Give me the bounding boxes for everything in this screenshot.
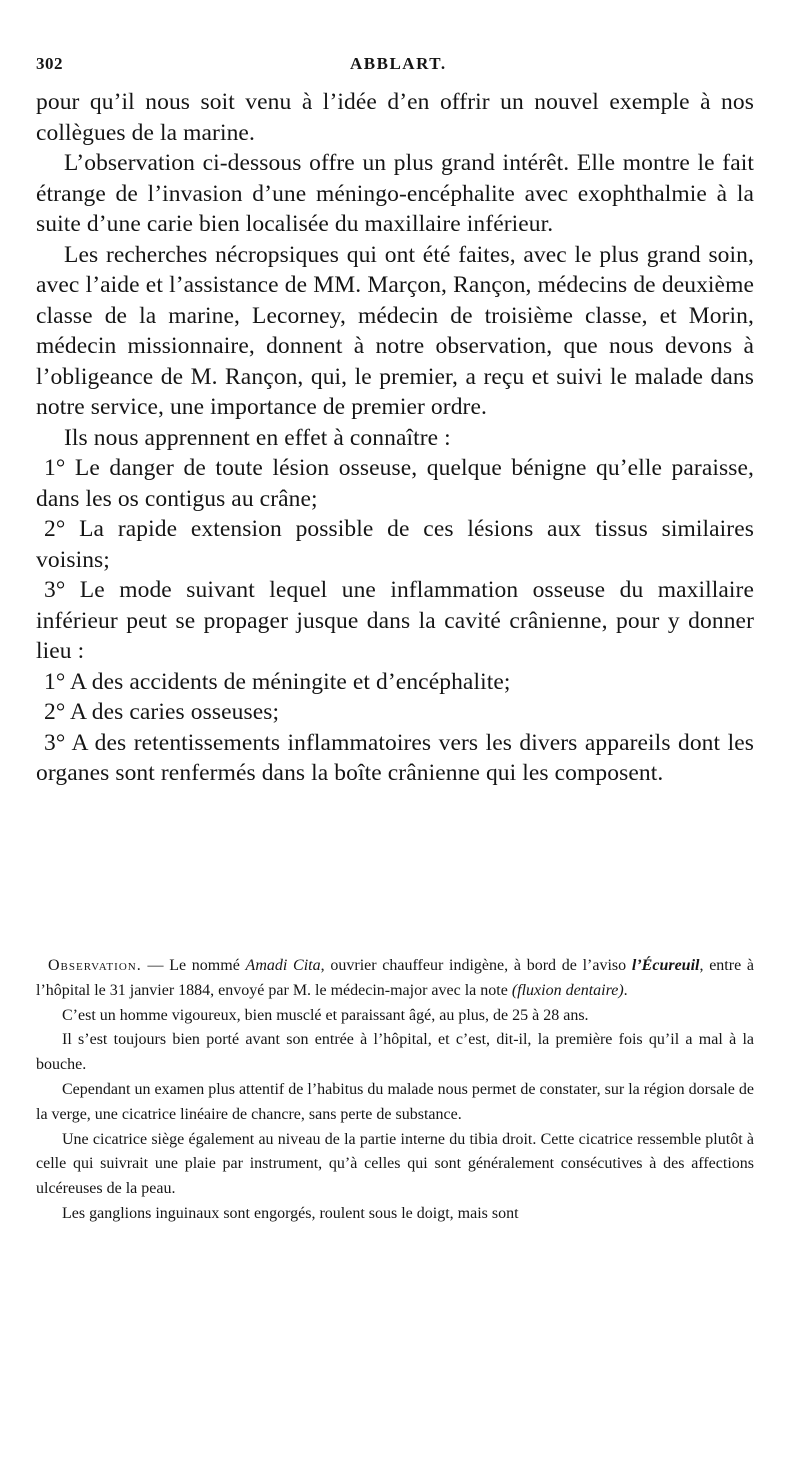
observation-text-1: , ouvrier chauffeur indigène, à bord de l’aviso [320,957,632,974]
paragraph-lessons-intro: Ils nous apprennent en effet à connaître : [64,424,451,451]
observation-opening [36,954,754,1004]
observation-label: Observation. [48,957,142,974]
book-page [36,0,754,1473]
paragraph-observation-intro: L’observation ci-dessous offre un plus grand intérêt. Elle montre le fait étrange de l’invasion d’une méningo-encéphalite avec exophthalmie à la suite d’une carie bien localisée du maxillaire inférieur. [36,150,754,237]
page-number: 302 [36,54,63,73]
patient-name: Amadi Cita [245,957,321,974]
paragraph-continuation: pour qu’il nous soit venu à l’idée d’en offrir un nouvel exemple à nos collègues de la marine. [36,89,754,146]
observation-text-3: . [623,981,628,999]
observation-paragraph-physique: C’est un homme vigoureux, bien musclé et paraissant âgé, au plus, de 25 à 28 ans. [62,1006,589,1024]
observation-paragraph-history: Il s’est toujours bien porté avant son entrée à l’hôpital, et c’est, dit-il, la première fois qu’il a mal à la bouche. [36,1031,754,1074]
paragraph-necropsy: Les recherches nécropsiques qui ont été faites, avec le plus grand soin, avec l’aide et l’assistance de MM. Marçon, Rançon, médecins de deuxième classe de la marine, Lecorney, médecin de troisième classe, et Morin, médecin missionnaire, donnent à notre observation, que nous devons à l’obligeance de M. Rançon, qui, le premier, a reçu et suivi le malade dans notre service, une importance de premier ordre. [36,241,754,420]
observation-section [36,954,754,1227]
lesson-item-2: 2° La rapide extension possible de ces lésions aux tissus similaires voisins; [36,516,754,573]
lesson-item-3: 3° Le mode suivant lequel une inflammation osseuse du maxillaire inférieur peut se propager jusque dans la cavité crânienne, pour y donner lieu : [36,577,754,664]
observation-intro-text: — Le nommé [141,957,246,974]
consequence-item-3: 3° A des retentissements inflammatoires vers les divers appareils dont les organes sont renfermés dans la boîte crânienne qui les composent. [36,729,754,786]
observation-paragraph-ganglions: Les ganglions inguinaux sont engorgés, roulent sous le doigt, mais sont [62,1204,519,1222]
observation-paragraph-tibia-scar: Une cicatrice siège également au niveau de la partie interne du tibia droit. Cette cicatrice ressemble plutôt à celle qui suivrait une plaie par instrument, qu’à celles qui sont généralement consécutives à des affections ulcéreuses de la peau. [36,1130,754,1198]
running-head [36,46,754,80]
main-text [36,87,754,789]
running-title: ABBLART. [350,54,447,73]
consequence-item-1: 1° A des accidents de méningite et d’encéphalite; [44,668,511,695]
observation-paragraph-chancre: Cependant un examen plus attentif de l’habitus du malade nous permet de constater, sur la région dorsale de la verge, une cicatrice linéaire de chancre, sans perte de substance. [36,1080,754,1123]
lesson-item-1: 1° Le danger de toute lésion osseuse, quelque bénigne qu’elle paraisse, dans les os contigus au crâne; [36,455,754,512]
consequence-item-2: 2° A des caries osseuses; [44,699,280,725]
ship-name: l’Écureuil [631,957,700,974]
observation-text-2: , entre à l’hôpital le 31 janvier 1884, envoyé par M. le médecin-major avec la note [36,957,755,999]
admission-note: (fluxion dentaire) [511,981,624,999]
